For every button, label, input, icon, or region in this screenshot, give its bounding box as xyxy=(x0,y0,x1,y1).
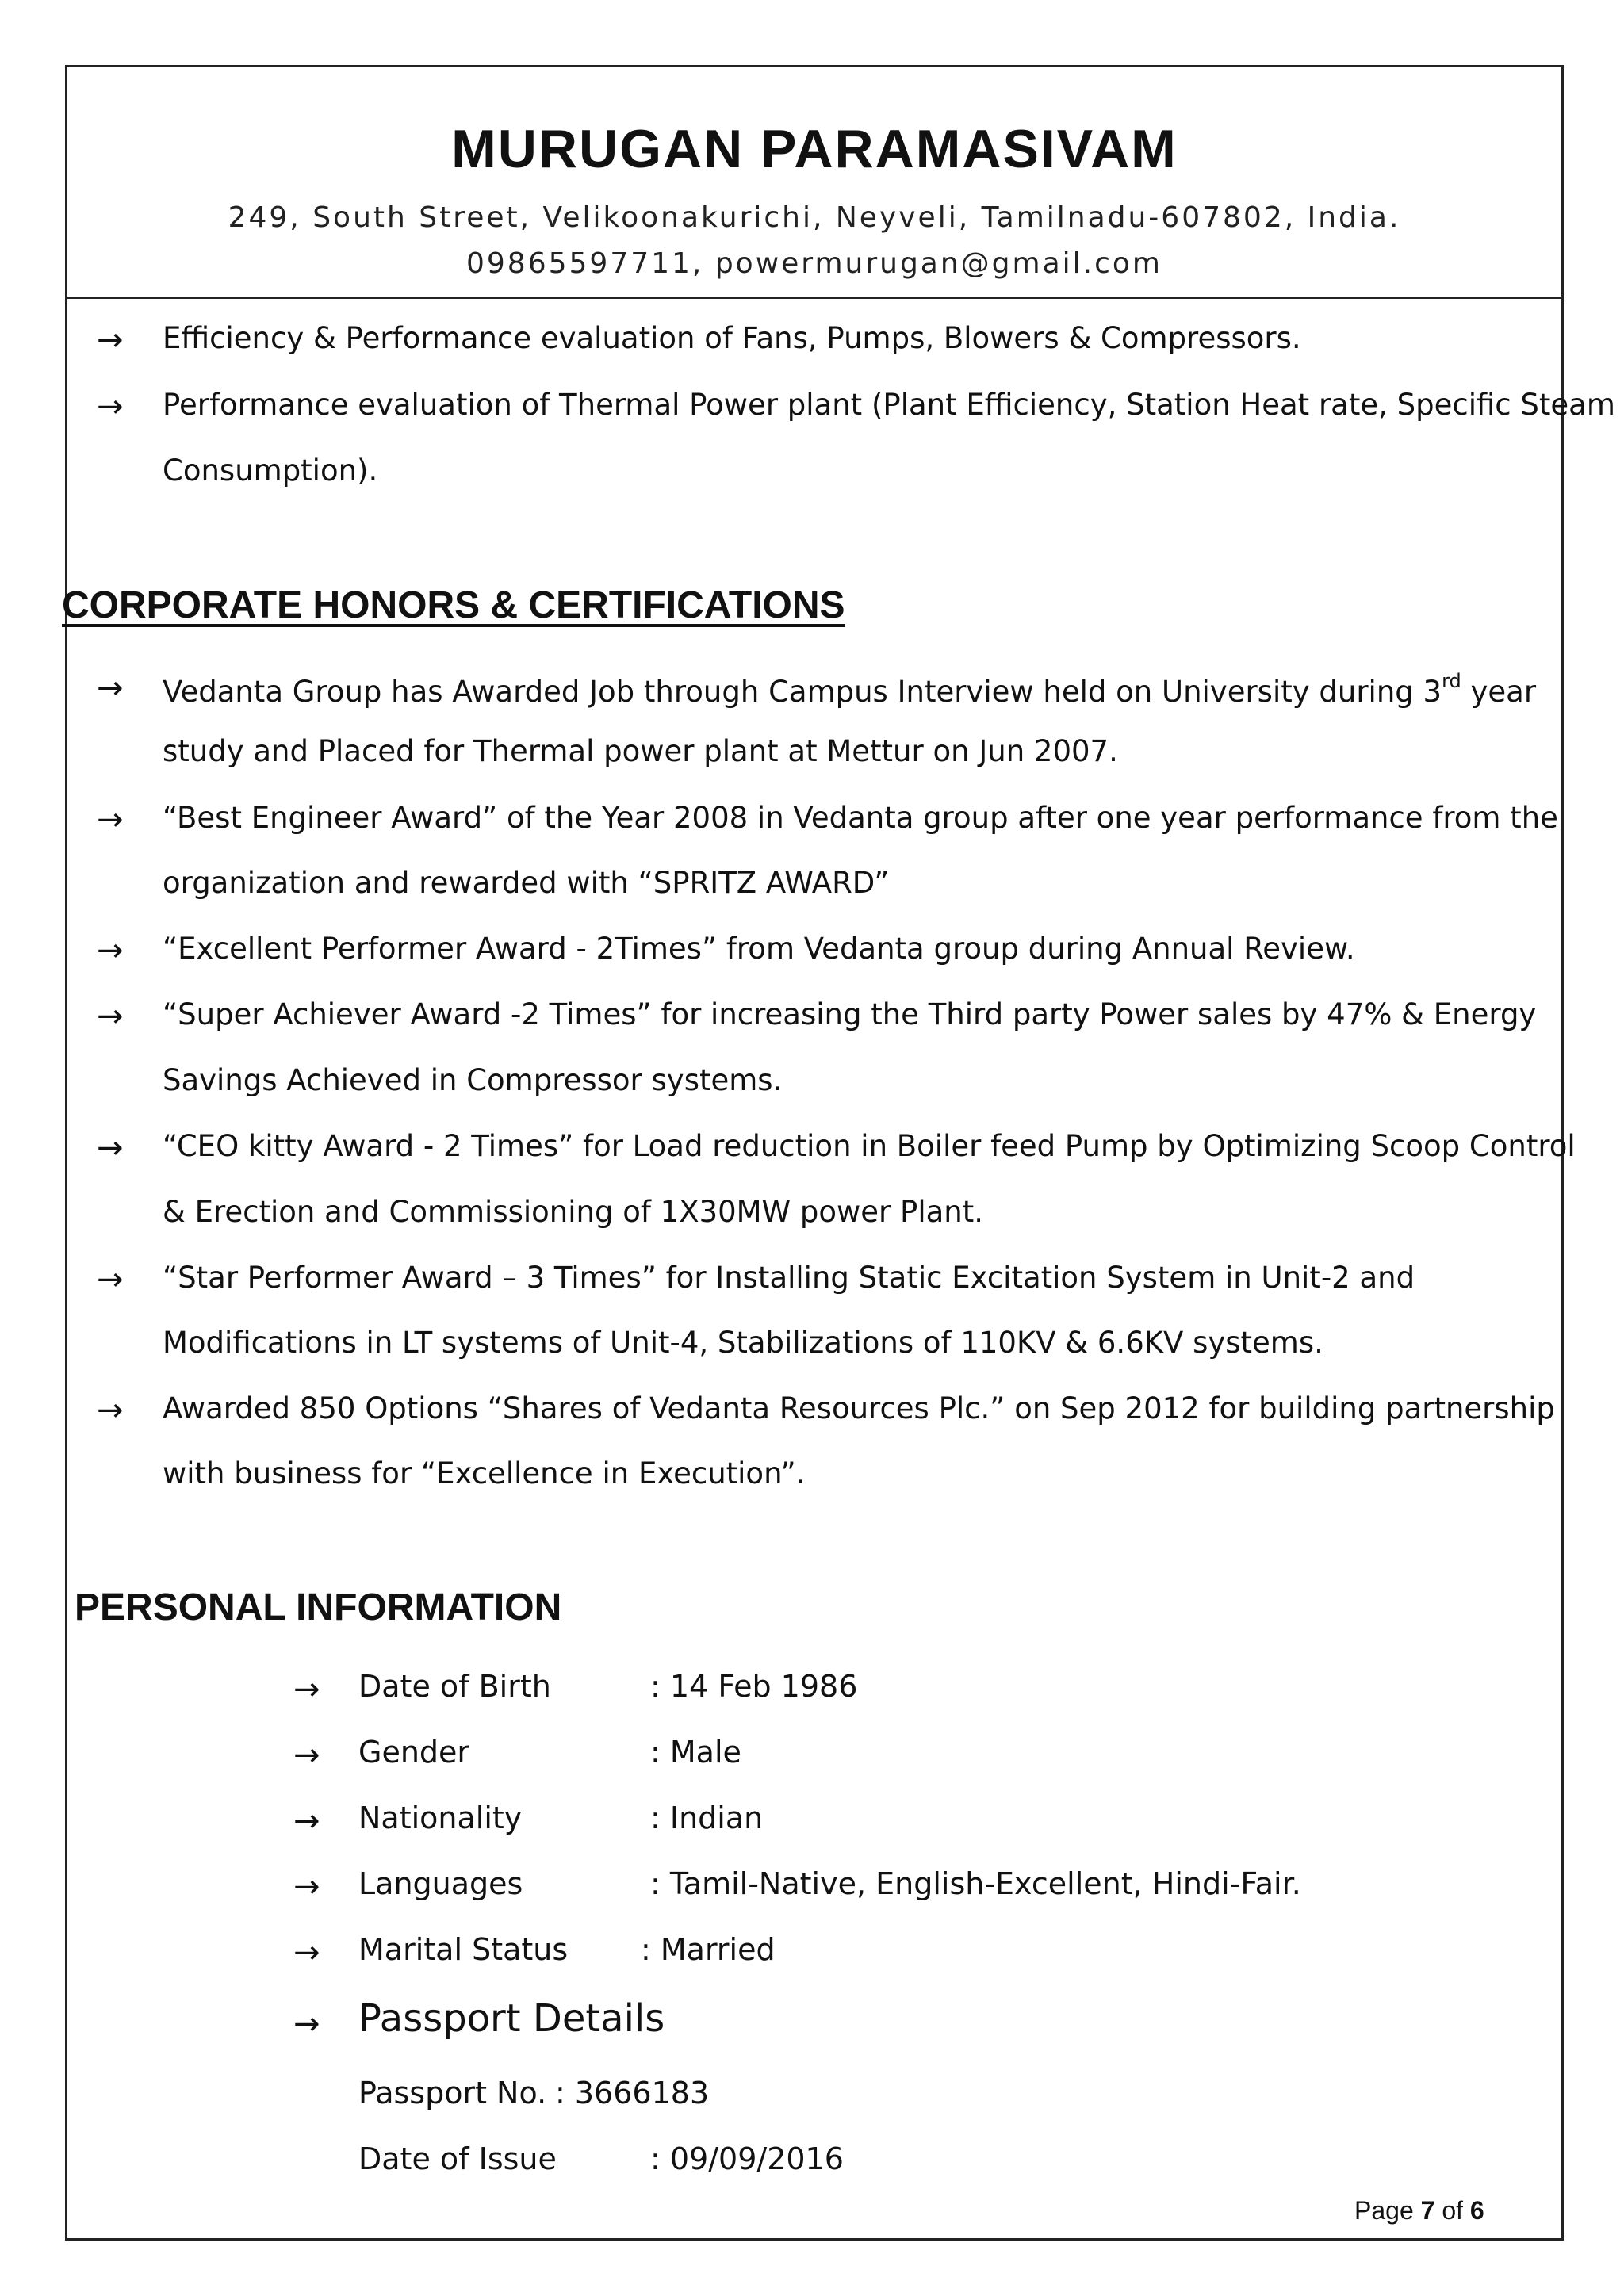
arrow-icon: → xyxy=(97,932,124,969)
honor-excellent-performer: “Excellent Performer Award - 2Times” from Vedanta group during Annual Review. xyxy=(163,932,1355,966)
bullet-performance-line2: Consumption). xyxy=(163,453,378,488)
gender-label: Gender xyxy=(358,1735,470,1770)
honor-vedanta-campus-line1: Vedanta Group has Awarded Job through Campus Interview held on University during 3rd year xyxy=(163,670,1537,709)
nationality-label: Nationality xyxy=(358,1800,523,1835)
marital-status-value: : Married xyxy=(641,1932,776,1967)
honor-shares-line1: Awarded 850 Options “Shares of Vedanta Resources Plc.” on Sep 2012 for building partnership xyxy=(163,1391,1555,1425)
honor-super-achiever-line2: Savings Achieved in Compressor systems. xyxy=(163,1063,783,1097)
arrow-icon: → xyxy=(293,1737,320,1774)
arrow-icon: → xyxy=(293,1671,320,1708)
arrow-icon: → xyxy=(97,388,124,425)
arrow-icon: → xyxy=(293,1869,320,1905)
arrow-icon: → xyxy=(97,1261,124,1298)
address-line: 249, South Street, Velikoonakurichi, Neyveli, Tamilnadu-607802, India. xyxy=(228,201,1401,234)
arrow-icon: → xyxy=(97,802,124,838)
arrow-icon: → xyxy=(97,998,124,1035)
arrow-icon: → xyxy=(293,1803,320,1839)
marital-status-label: Marital Status xyxy=(358,1932,569,1967)
dob-value: : 14 Feb 1986 xyxy=(650,1669,858,1704)
arrow-icon: → xyxy=(97,1130,124,1166)
dob-label: Date of Birth xyxy=(358,1669,551,1704)
honor-best-engineer-line1: “Best Engineer Award” of the Year 2008 in Vedanta group after one year performance from the xyxy=(163,801,1558,835)
honor-star-performer-line1: “Star Performer Award – 3 Times” for Installing Static Excitation System in Unit-2 and xyxy=(163,1261,1415,1295)
contact-line: 09865597711, powermurugan@gmail.com xyxy=(465,247,1162,280)
honor-best-engineer-line2: organization and rewarded with “SPRITZ AWARD” xyxy=(163,866,890,900)
date-of-issue-value: : 09/09/2016 xyxy=(650,2141,844,2176)
honor-star-performer-line2: Modifications in LT systems of Unit-4, Stabilizations of 110KV & 6.6KV systems. xyxy=(163,1326,1323,1360)
honor-super-achiever-line1: “Super Achiever Award -2 Times” for increasing the Third party Power sales by 47% & Energy xyxy=(163,997,1537,1031)
nationality-value: : Indian xyxy=(650,1800,764,1835)
passport-no-label: Passport No. xyxy=(358,2076,547,2110)
arrow-icon: → xyxy=(97,1392,124,1429)
honor-ceo-kitty-line2: & Erection and Commissioning of 1X30MW power Plant. xyxy=(163,1195,984,1229)
resume-header xyxy=(65,65,1564,299)
bullet-efficiency: Efficiency & Performance evaluation of Fans, Pumps, Blowers & Compressors. xyxy=(163,321,1301,355)
honor-shares-line2: with business for “Excellence in Execution”. xyxy=(163,1456,806,1490)
passport-no-value: : 3666183 xyxy=(555,2076,710,2110)
arrow-icon: → xyxy=(293,1934,320,1971)
date-of-issue-label: Date of Issue xyxy=(358,2141,557,2176)
page-number: Page 7 of 6 xyxy=(1354,2196,1484,2225)
honors-section-title: CORPORATE HONORS & CERTIFICATIONS xyxy=(62,584,845,626)
arrow-icon: → xyxy=(97,322,124,358)
bullet-performance-line1: Performance evaluation of Thermal Power plant (Plant Efficiency, Station Heat rate, Specific Steam xyxy=(163,388,1615,422)
candidate-name: MURUGAN PARAMASIVAM xyxy=(451,119,1178,179)
personal-section-title: PERSONAL INFORMATION xyxy=(75,1586,562,1628)
honor-vedanta-campus-line2: study and Placed for Thermal power plant at Mettur on Jun 2007. xyxy=(163,734,1118,768)
honor-ceo-kitty-line1: “CEO kitty Award - 2 Times” for Load reduction in Boiler feed Pump by Optimizing Scoop Control xyxy=(163,1129,1576,1163)
languages-value: : Tamil-Native, English-Excellent, Hindi-Fair. xyxy=(650,1866,1301,1901)
languages-label: Languages xyxy=(358,1866,523,1901)
arrow-icon: → xyxy=(97,670,124,706)
gender-value: : Male xyxy=(650,1735,741,1770)
arrow-icon: → xyxy=(293,2006,320,2042)
passport-details-title: Passport Details xyxy=(358,1996,665,2041)
